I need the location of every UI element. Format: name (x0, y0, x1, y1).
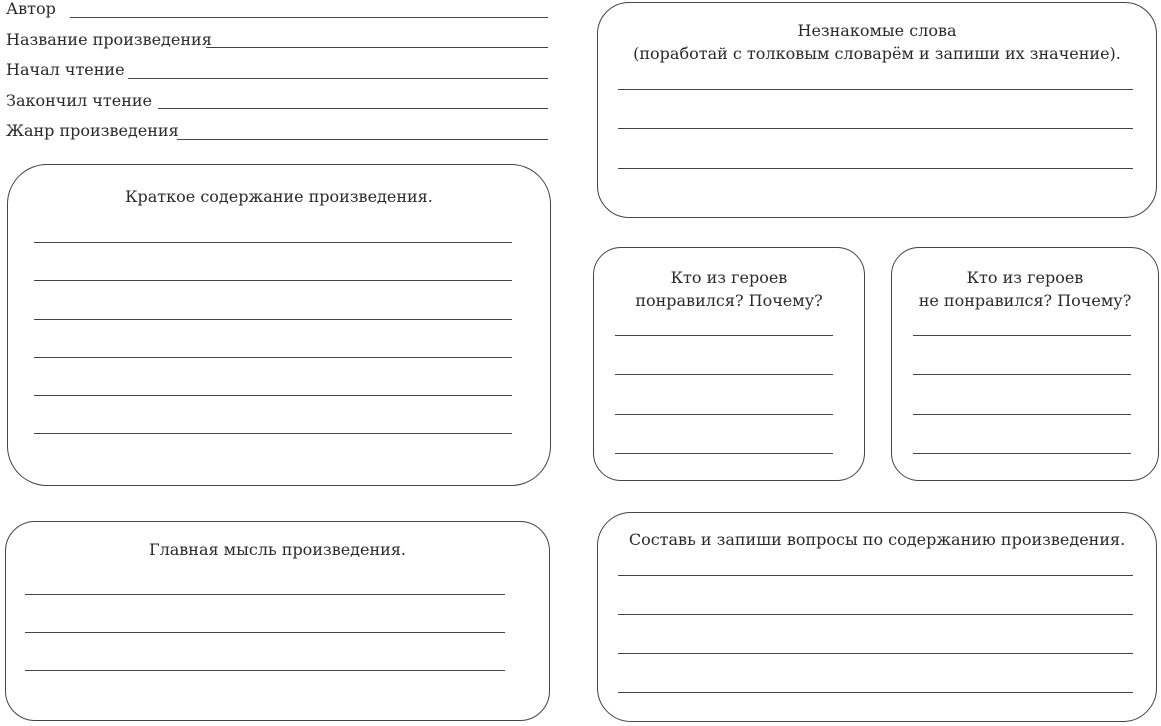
summary-title: Краткое содержание произведения. (125, 187, 433, 206)
disliked-hero-title: Кто из героев (966, 268, 1084, 287)
genre-field[interactable] (177, 139, 548, 140)
finish-reading-label: Закончил чтение (6, 91, 152, 110)
genre-label: Жанр произведения (6, 121, 179, 140)
answer-line[interactable] (913, 414, 1131, 415)
unknown-words-title: Незнакомые слова (797, 21, 957, 40)
liked-hero-subtitle: понравился? Почему? (635, 291, 823, 310)
answer-line[interactable] (618, 89, 1133, 90)
work-title-label: Название произведения (6, 30, 212, 49)
answer-line[interactable] (618, 692, 1133, 693)
unknown-words-subtitle: (поработай с толковым словарём и запиши их значение). (633, 44, 1121, 63)
answer-line[interactable] (34, 242, 512, 243)
answer-line[interactable] (615, 453, 833, 454)
answer-line[interactable] (25, 632, 505, 633)
start-reading-field[interactable] (128, 78, 548, 79)
answer-line[interactable] (618, 614, 1133, 615)
answer-line[interactable] (618, 128, 1133, 129)
start-reading-label: Начал чтение (6, 60, 125, 79)
summary-box (7, 164, 551, 486)
answer-line[interactable] (618, 168, 1133, 169)
answer-line[interactable] (34, 319, 512, 320)
answer-line[interactable] (913, 453, 1131, 454)
answer-line[interactable] (618, 575, 1133, 576)
work-title-field[interactable] (206, 47, 548, 48)
disliked-hero-box (891, 247, 1159, 481)
liked-hero-box (593, 247, 865, 481)
answer-line[interactable] (34, 395, 512, 396)
answer-line[interactable] (615, 374, 833, 375)
answer-line[interactable] (34, 280, 512, 281)
answer-line[interactable] (34, 357, 512, 358)
answer-line[interactable] (615, 335, 833, 336)
unknown-words-box (597, 2, 1157, 218)
answer-line[interactable] (913, 374, 1131, 375)
answer-line[interactable] (25, 670, 505, 671)
questions-title: Составь и запиши вопросы по содержанию произведения. (628, 530, 1126, 549)
author-label: Автор (6, 0, 56, 18)
disliked-hero-subtitle: не понравился? Почему? (918, 291, 1132, 310)
questions-box (597, 512, 1157, 722)
main-idea-title: Главная мысль произведения. (148, 540, 407, 559)
finish-reading-field[interactable] (158, 108, 548, 109)
main-idea-box (5, 521, 550, 721)
answer-line[interactable] (618, 653, 1133, 654)
answer-line[interactable] (615, 414, 833, 415)
author-field[interactable] (70, 17, 548, 18)
answer-line[interactable] (34, 433, 512, 434)
answer-line[interactable] (25, 594, 505, 595)
answer-line[interactable] (913, 335, 1131, 336)
liked-hero-title: Кто из героев (670, 268, 788, 287)
